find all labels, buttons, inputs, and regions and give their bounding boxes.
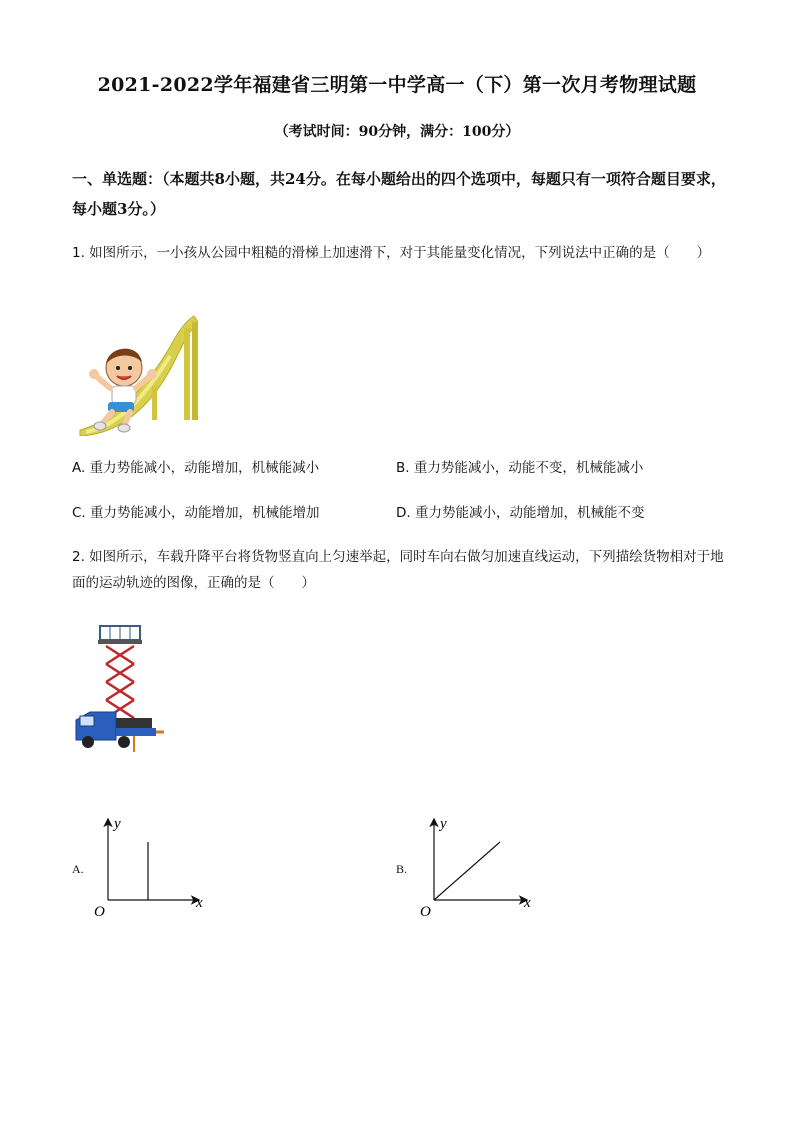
graph-a-y-label: y <box>114 816 121 832</box>
slide-illustration <box>72 312 202 436</box>
graph-b-y-label: y <box>440 816 447 832</box>
lift-truck-illustration <box>72 620 168 754</box>
exam-subtitle: （考试时间：90分钟，满分：100分） <box>274 124 520 140</box>
q2-option-a-label[interactable]: A. <box>72 862 84 876</box>
question-2-stem: 2. 如图所示，车载升降平台将货物竖直向上匀速举起，同时车向右做匀加速直线运动，下列描绘货物相对于地面的运动轨迹的图像，正确的是（ ） <box>72 549 724 591</box>
graph-b-x-label: x <box>524 895 531 911</box>
section-heading: 一、单选题：（本题共8小题，共24分。在每小题给出的四个选项中，每题只有一项符合题目要求，每小题3分。） <box>72 170 726 218</box>
graph-b-origin: O <box>420 904 431 920</box>
question-1-stem: 1. 如图所示，一小孩从公园中粗糙的滑梯上加速滑下，对于其能量变化情况，下列说法中正确的是（ ） <box>72 245 711 261</box>
graph-b[interactable] <box>416 812 546 922</box>
graph-a[interactable] <box>90 812 220 922</box>
graph-a-x-label: x <box>196 895 203 911</box>
graph-b-trajectory <box>434 842 500 900</box>
q1-option-b[interactable]: B. 重力势能减小，动能不变，机械能减小 <box>396 460 644 476</box>
graph-a-origin: O <box>94 904 105 920</box>
exam-title: 2021-2022学年福建省三明第一中学高一（下）第一次月考物理试题 <box>97 74 697 96</box>
q1-option-a[interactable]: A. 重力势能减小，动能增加，机械能减小 <box>72 460 320 476</box>
q1-option-d[interactable]: D. 重力势能减小，动能增加，机械能不变 <box>396 505 645 521</box>
q2-option-b-label[interactable]: B. <box>396 862 408 876</box>
q1-option-c[interactable]: C. 重力势能减小，动能增加，机械能增加 <box>72 505 320 521</box>
